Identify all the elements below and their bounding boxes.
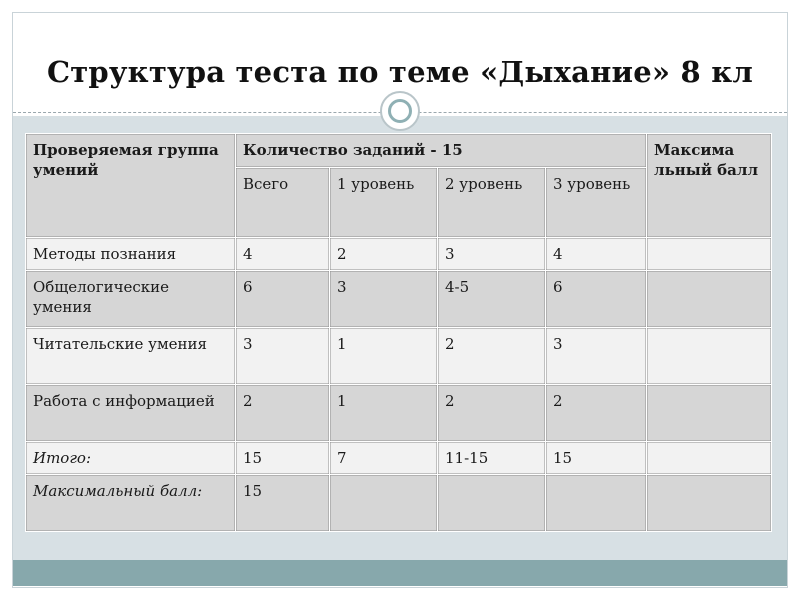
table-cell: 2 <box>438 385 546 442</box>
table-cell <box>647 442 772 475</box>
table-row <box>26 442 772 475</box>
table-cell: 1 <box>330 385 438 442</box>
table-cell: 15 <box>236 442 330 475</box>
table-cell <box>647 238 772 271</box>
table-cell: 2 <box>330 238 438 271</box>
table-cell: 4 <box>236 238 330 271</box>
row-label: Читательские умения <box>26 328 236 385</box>
row-label: Общелогические умения <box>26 271 236 328</box>
table-row <box>26 385 772 442</box>
table-cell: 3 <box>546 328 647 385</box>
header-sub-level1: 1 уровень <box>330 168 438 238</box>
row-label: Максимальный балл: <box>26 475 236 532</box>
row-label: Методы познания <box>26 238 236 271</box>
table-cell: 4 <box>546 238 647 271</box>
header-sub-level3: 3 уровень <box>546 168 647 238</box>
table-cell: 6 <box>546 271 647 328</box>
table-row <box>26 328 772 385</box>
circle-ornament-icon <box>380 91 420 131</box>
table-cell: 3 <box>236 328 330 385</box>
table-cell <box>647 271 772 328</box>
table-cell: 4-5 <box>438 271 546 328</box>
table-cell: 15 <box>546 442 647 475</box>
table-cell: 6 <box>236 271 330 328</box>
table-row <box>26 475 772 532</box>
table-cell: 2 <box>438 328 546 385</box>
table-cell <box>330 475 438 532</box>
table-cell: 2 <box>546 385 647 442</box>
table-row <box>26 238 772 271</box>
table-cell: 7 <box>330 442 438 475</box>
header-group: Проверяемая группа умений <box>26 134 236 238</box>
row-label: Работа с информацией <box>26 385 236 442</box>
table-cell: 2 <box>236 385 330 442</box>
table-row <box>26 271 772 328</box>
table-cell: 3 <box>330 271 438 328</box>
table-cell: 11-15 <box>438 442 546 475</box>
table-cell: 15 <box>236 475 330 532</box>
footer-band <box>13 560 787 586</box>
table-cell: 1 <box>330 328 438 385</box>
test-structure-table <box>25 133 772 532</box>
header-sub-total: Всего <box>236 168 330 238</box>
table-cell <box>438 475 546 532</box>
header-sub-level2: 2 уровень <box>438 168 546 238</box>
header-max: Максима льный балл <box>647 134 772 238</box>
table-cell <box>546 475 647 532</box>
row-label: Итого: <box>26 442 236 475</box>
table-cell: 3 <box>438 238 546 271</box>
table-cell <box>647 475 772 532</box>
slide-title: Структура теста по теме «Дыхание» 8 кл <box>46 55 754 89</box>
table-cell <box>647 328 772 385</box>
table-cell <box>647 385 772 442</box>
header-count: Количество заданий - 15 <box>236 134 647 168</box>
